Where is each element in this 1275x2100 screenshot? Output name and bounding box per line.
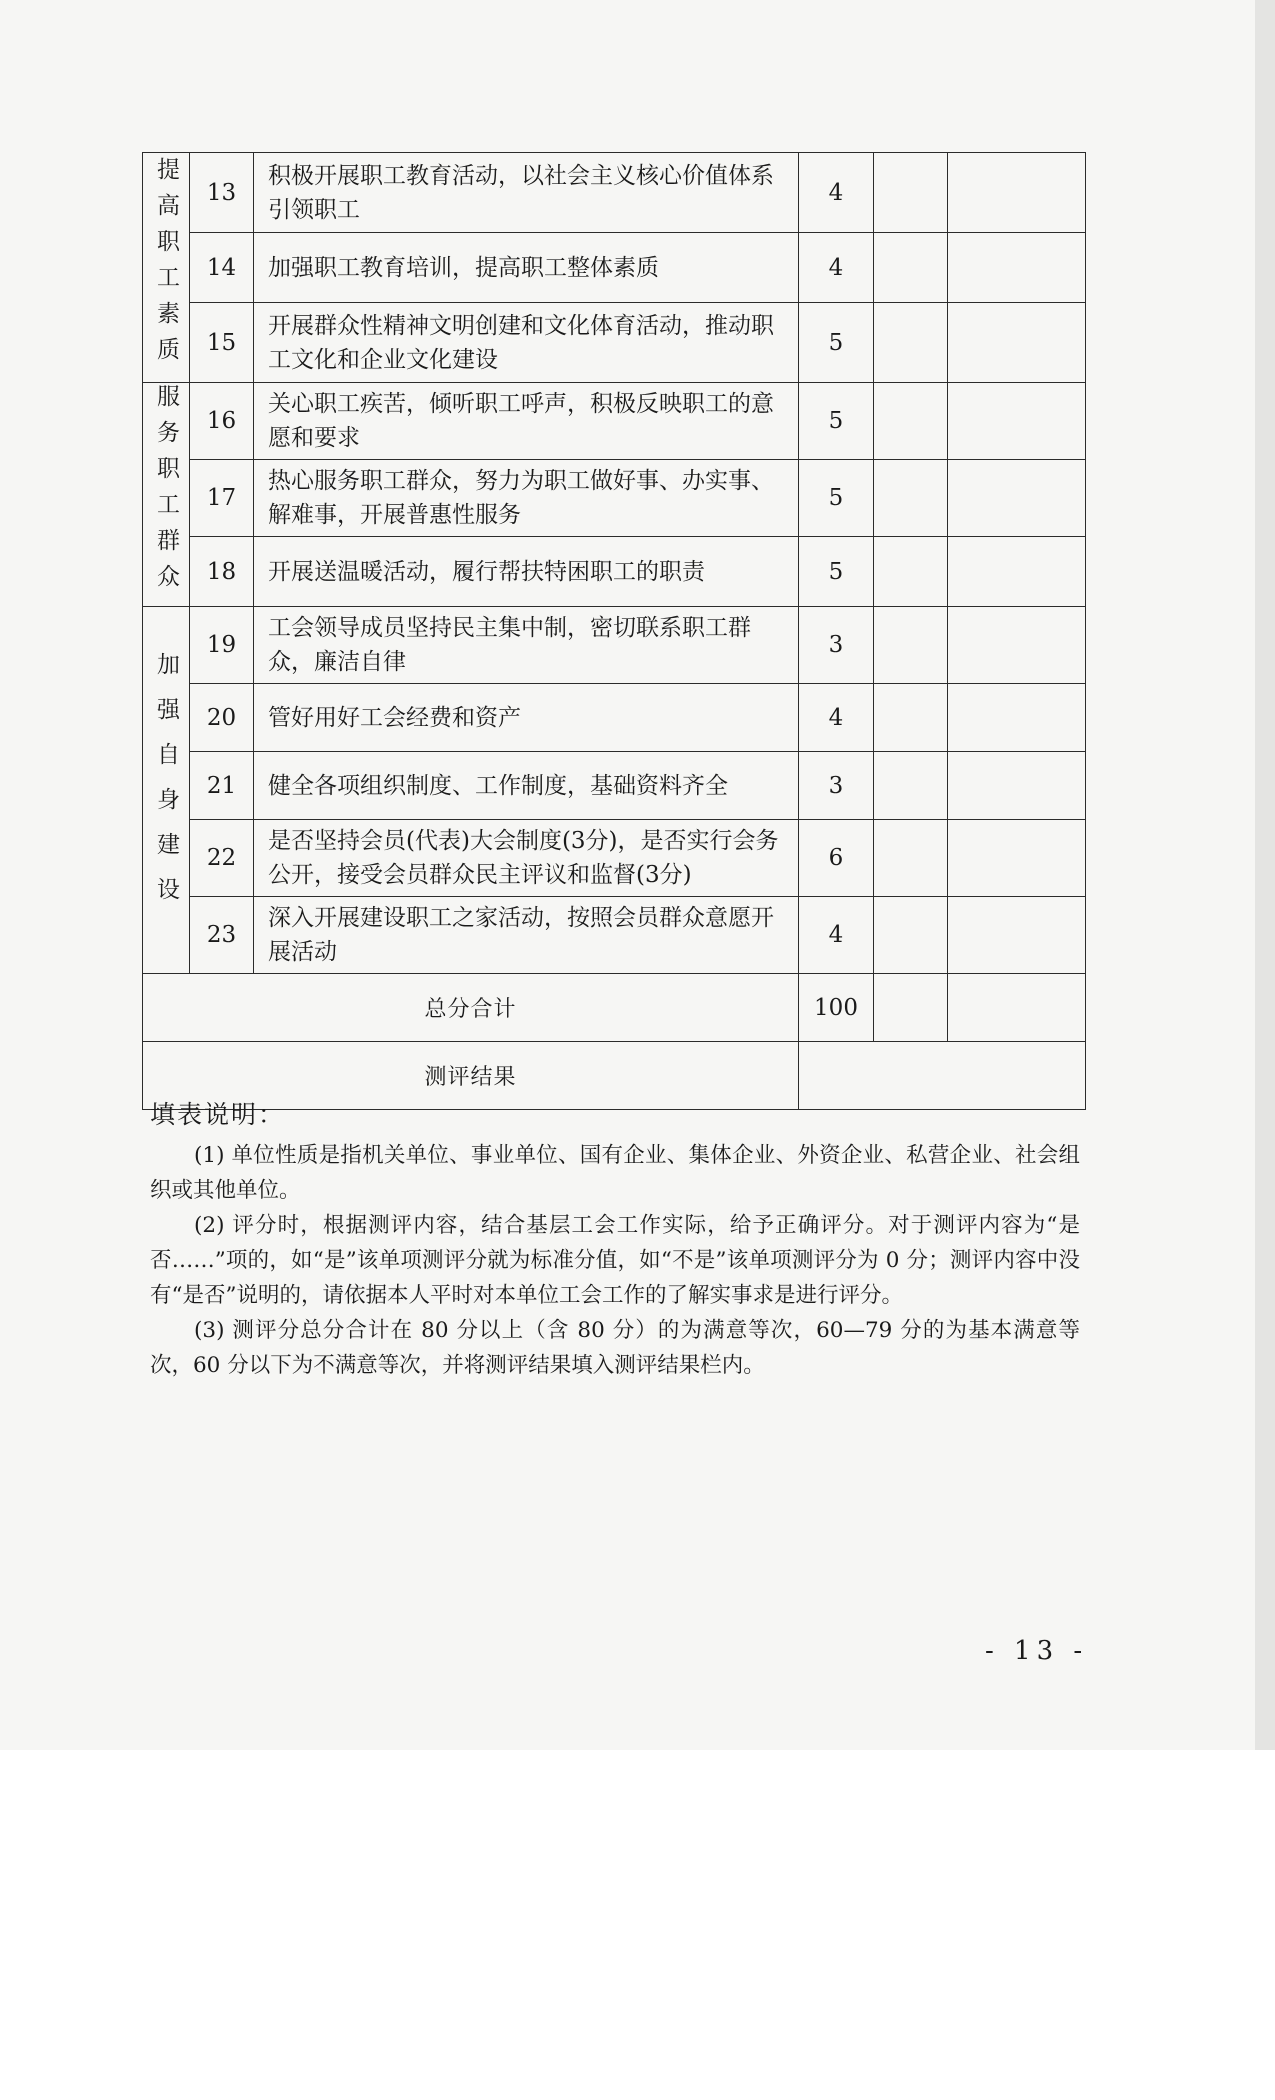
item-content: 是否坚持会员(代表)大会制度(3分)，是否实行会务公开，接受会员群众民主评议和监督(3分)	[254, 820, 799, 897]
table-row	[143, 684, 1086, 752]
item-score: 4	[799, 897, 874, 974]
item-number: 23	[190, 897, 254, 974]
note-item: (3) 测评分总分合计在 80 分以上（含 80 分）的为满意等次，60—79 分的为基本满意等次，60 分以下为不满意等次，并将测评结果填入测评结果栏内。	[150, 1318, 1080, 1378]
remark-cell[interactable]	[948, 303, 1086, 383]
table-row	[143, 537, 1086, 607]
table-row	[143, 607, 1086, 684]
remark-cell[interactable]	[948, 752, 1086, 820]
item-number: 19	[190, 607, 254, 684]
score-entry-cell[interactable]	[874, 752, 948, 820]
remark-cell[interactable]	[948, 233, 1086, 303]
remark-cell[interactable]	[948, 383, 1086, 460]
total-score: 100	[799, 974, 874, 1042]
item-score: 4	[799, 153, 874, 233]
item-score: 5	[799, 303, 874, 383]
item-content: 加强职工教育培训，提高职工整体素质	[254, 233, 799, 303]
item-number: 14	[190, 233, 254, 303]
total-label: 总分合计	[143, 974, 799, 1042]
item-content: 深入开展建设职工之家活动，按照会员群众意愿开展活动	[254, 897, 799, 974]
item-content: 健全各项组织制度、工作制度，基础资料齐全	[254, 752, 799, 820]
score-entry-cell[interactable]	[874, 460, 948, 537]
table-row	[143, 752, 1086, 820]
item-content: 积极开展职工教育活动，以社会主义核心价值体系引领职工	[254, 153, 799, 233]
score-entry-cell[interactable]	[874, 820, 948, 897]
table-row	[143, 460, 1086, 537]
remark-cell[interactable]	[948, 537, 1086, 607]
table-row	[143, 383, 1086, 460]
item-number: 16	[190, 383, 254, 460]
item-score: 5	[799, 460, 874, 537]
item-score: 5	[799, 537, 874, 607]
item-number: 13	[190, 153, 254, 233]
table-row	[143, 233, 1086, 303]
total-row	[143, 974, 1086, 1042]
notes-section	[150, 1097, 1080, 1383]
item-number: 21	[190, 752, 254, 820]
table-row	[143, 303, 1086, 383]
category-cell: 提高职工素质	[143, 153, 190, 383]
remark-cell[interactable]	[948, 460, 1086, 537]
table-row	[143, 820, 1086, 897]
table-row	[143, 153, 1086, 233]
remark-cell[interactable]	[948, 820, 1086, 897]
item-content: 工会领导成员坚持民主集中制，密切联系职工群众，廉洁自律	[254, 607, 799, 684]
evaluation-table	[142, 152, 1086, 1110]
item-number: 17	[190, 460, 254, 537]
remark-cell[interactable]	[948, 897, 1086, 974]
total-entry-cell[interactable]	[874, 974, 948, 1042]
item-score: 3	[799, 752, 874, 820]
total-remark-cell[interactable]	[948, 974, 1086, 1042]
item-number: 22	[190, 820, 254, 897]
category-cell: 加强自身建设	[143, 607, 190, 974]
score-entry-cell[interactable]	[874, 383, 948, 460]
scan-edge	[1255, 0, 1275, 1750]
score-entry-cell[interactable]	[874, 897, 948, 974]
result-label: 测评结果	[143, 1042, 799, 1110]
note-item: (2) 评分时，根据测评内容，结合基层工会工作实际，给予正确评分。对于测评内容为“是否……”项的，如“是”该单项测评分就为标准分值，如“不是”该单项测评分为 0 分；测评内容中没有“是否”说明的，请依据本人平时对本单位工会工作的了解实事求是进行评分。	[150, 1213, 1080, 1308]
score-entry-cell[interactable]	[874, 233, 948, 303]
score-entry-cell[interactable]	[874, 607, 948, 684]
item-content: 热心服务职工群众，努力为职工做好事、办实事、解难事，开展普惠性服务	[254, 460, 799, 537]
score-entry-cell[interactable]	[874, 303, 948, 383]
category-cell: 服务职工群众	[143, 383, 190, 607]
item-score: 4	[799, 233, 874, 303]
item-content: 关心职工疾苦，倾听职工呼声，积极反映职工的意愿和要求	[254, 383, 799, 460]
remark-cell[interactable]	[948, 153, 1086, 233]
score-entry-cell[interactable]	[874, 153, 948, 233]
score-entry-cell[interactable]	[874, 684, 948, 752]
item-score: 3	[799, 607, 874, 684]
notes-title: 填表说明：	[150, 1100, 286, 1129]
page-number: - 13 -	[985, 1636, 1089, 1666]
item-number: 15	[190, 303, 254, 383]
item-number: 20	[190, 684, 254, 752]
item-number: 18	[190, 537, 254, 607]
item-content: 管好用好工会经费和资产	[254, 684, 799, 752]
item-score: 5	[799, 383, 874, 460]
score-entry-cell[interactable]	[874, 537, 948, 607]
item-score: 6	[799, 820, 874, 897]
remark-cell[interactable]	[948, 607, 1086, 684]
table-row	[143, 897, 1086, 974]
note-item: (1) 单位性质是指机关单位、事业单位、国有企业、集体企业、外资企业、私营企业、社会组织或其他单位。	[150, 1143, 1080, 1203]
remark-cell[interactable]	[948, 684, 1086, 752]
item-score: 4	[799, 684, 874, 752]
item-content: 开展送温暖活动，履行帮扶特困职工的职责	[254, 537, 799, 607]
item-content: 开展群众性精神文明创建和文化体育活动，推动职工文化和企业文化建设	[254, 303, 799, 383]
